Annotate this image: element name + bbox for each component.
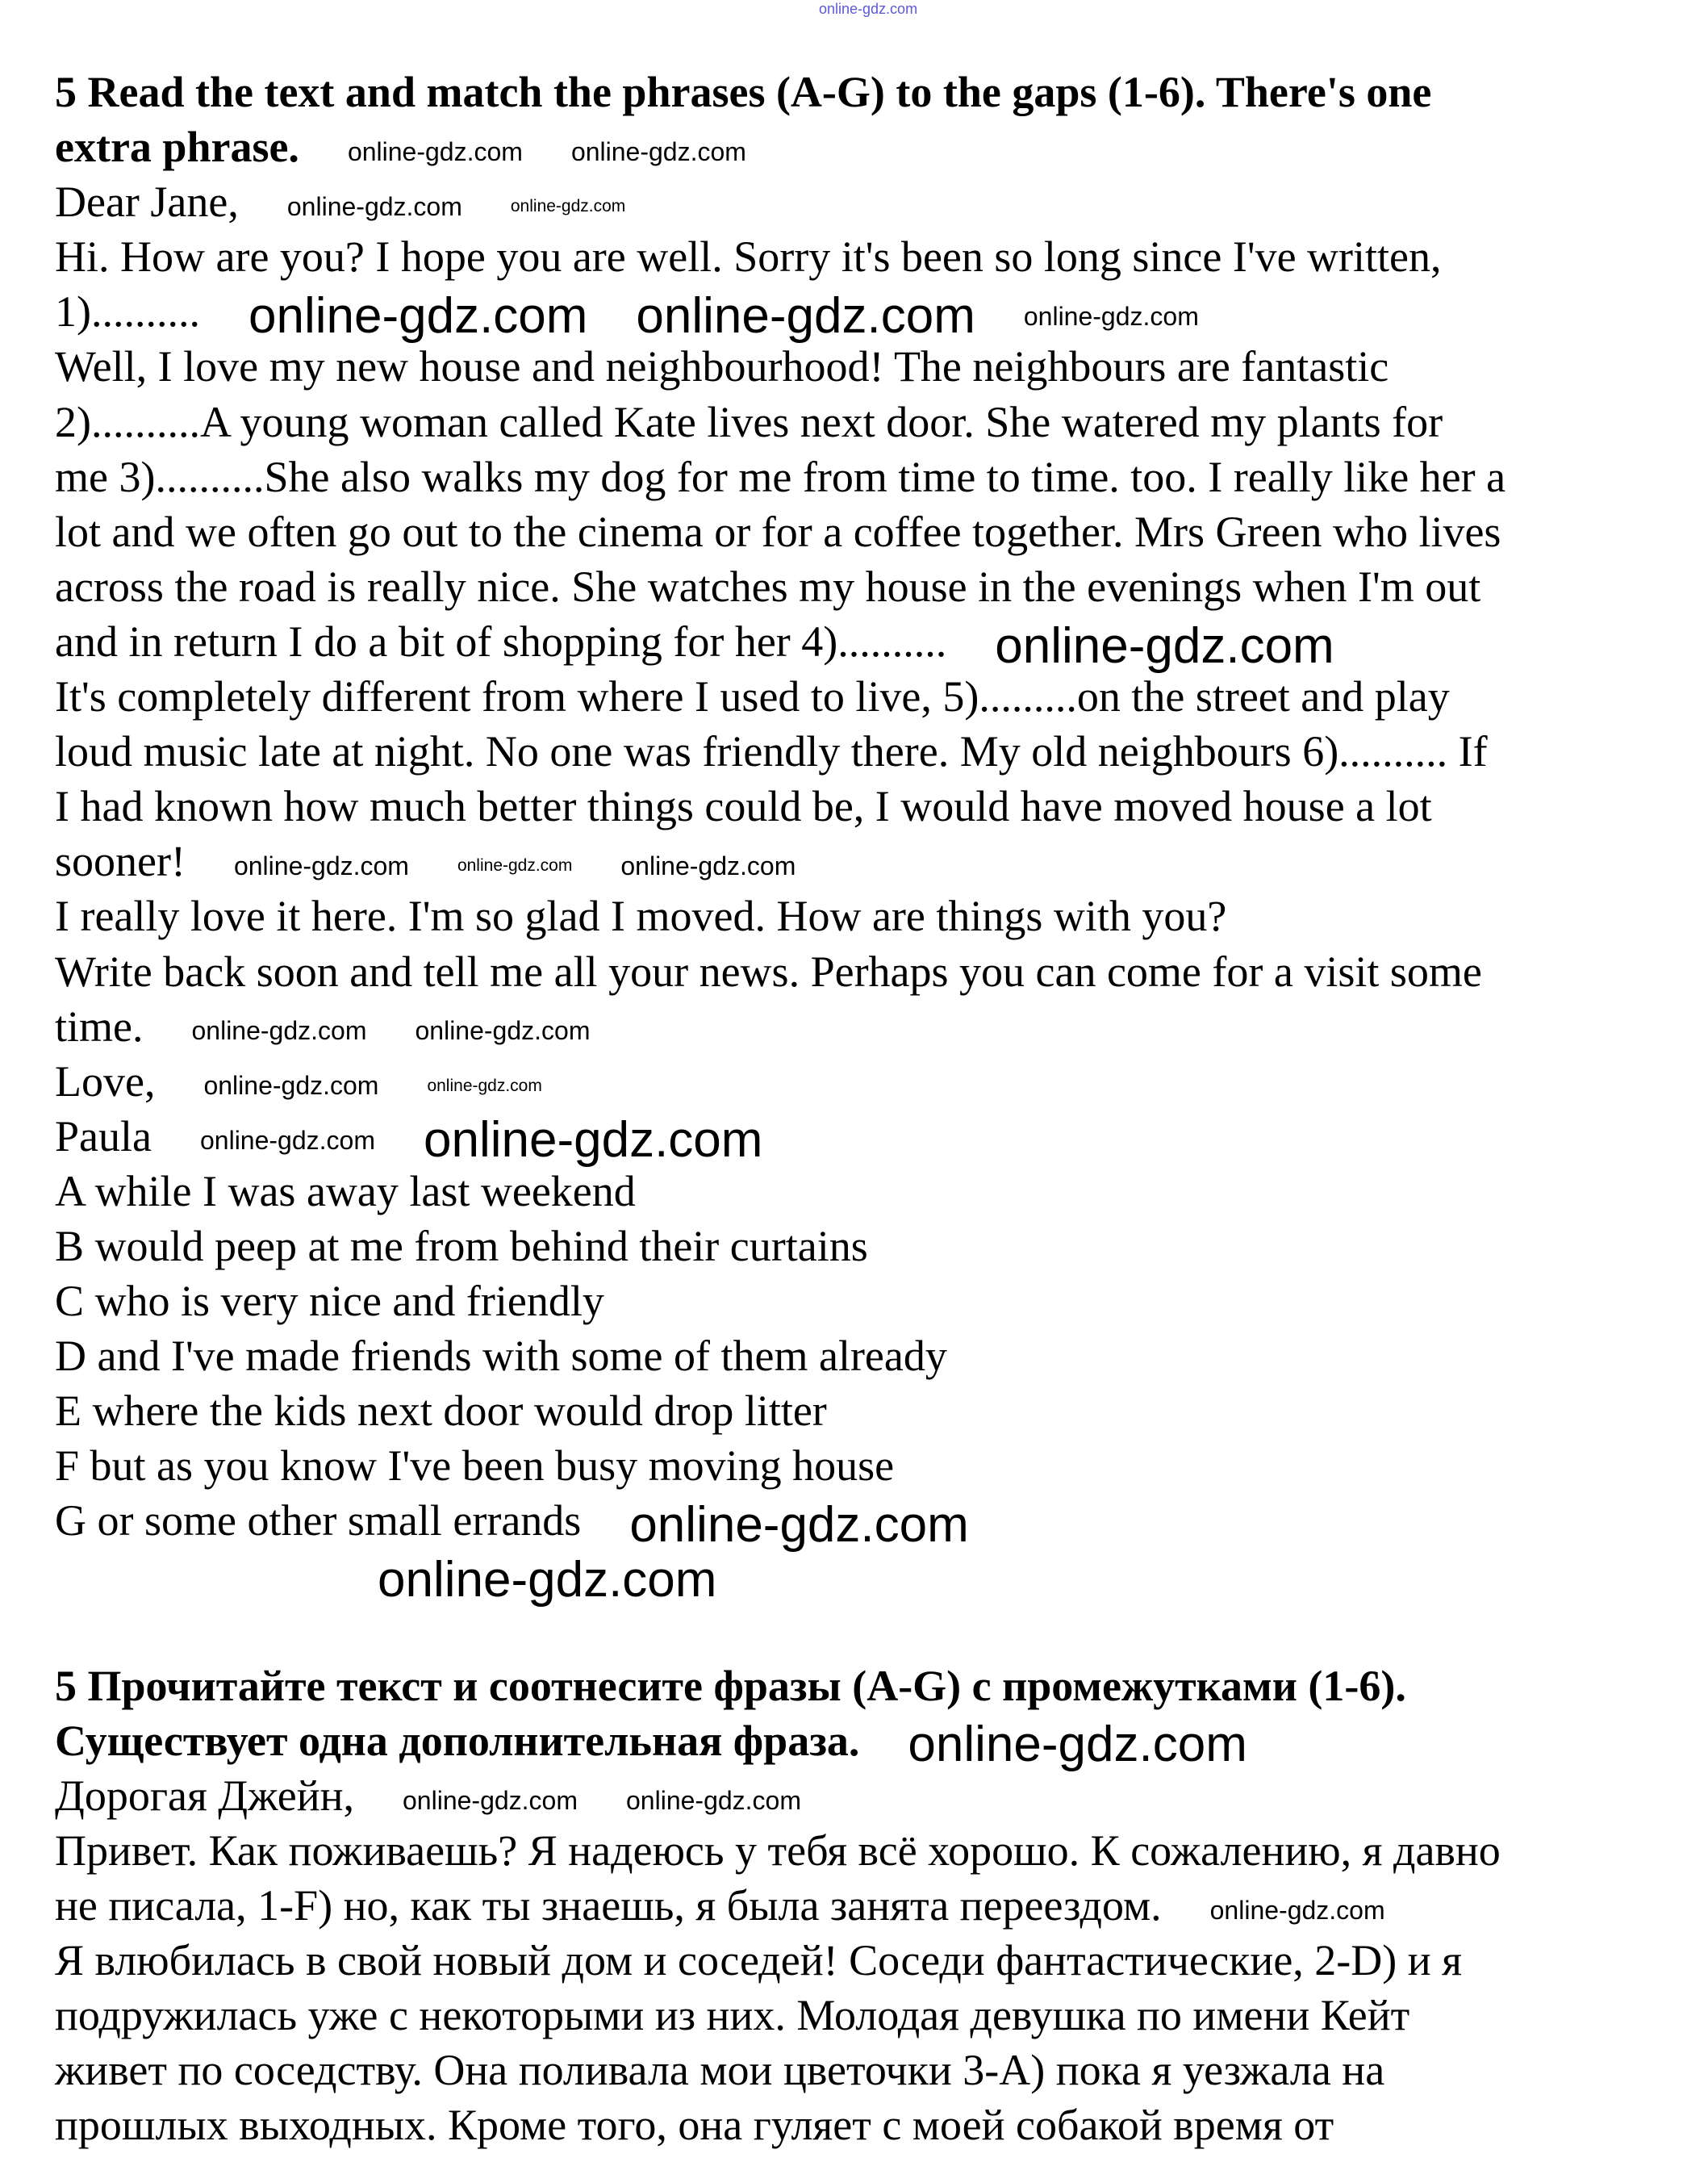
watermark: online-gdz.com: [620, 851, 796, 880]
letter-line: [55, 229, 1505, 284]
letter-line: [55, 174, 1505, 229]
watermark: online-gdz.com: [378, 1552, 717, 1608]
watermark: online-gdz.com: [629, 1497, 969, 1554]
letter-line: [55, 2043, 1505, 2097]
letter-line: [55, 1988, 1505, 2043]
letter-text: Paula: [55, 1111, 152, 1161]
letter-line: [55, 614, 1505, 674]
phrase-text: G or some other small errands: [55, 1496, 582, 1545]
phrase-option: B would peep at me from behind their curtains: [55, 1221, 868, 1270]
watermark: online-gdz.com: [233, 851, 409, 880]
letter-text: It's completely different from where I used to live, 5).........on the street and play: [55, 672, 1450, 721]
exercise-title-ru-line: [55, 1713, 1505, 1773]
title-text: 5 Read the text and match the phrases (A-G) to the gaps (1-6). There's one: [55, 68, 1432, 116]
letter-text: time.: [55, 1002, 144, 1051]
title-text: Существует одна дополнительная фраза.: [55, 1716, 860, 1765]
watermark: online-gdz.com: [457, 856, 573, 876]
watermark: online-gdz.com: [995, 617, 1334, 674]
watermark: online-gdz.com: [1209, 1895, 1385, 1925]
letter-text: Dear Jane,: [55, 178, 239, 227]
letter-en: [55, 174, 1506, 1169]
letter-text: Hi. How are you? I hope you are well. Sorry it's been so long since I've written,: [55, 232, 1442, 282]
letter-text: sooner!: [55, 837, 186, 886]
watermark: online-gdz.com: [908, 1717, 1247, 1773]
watermark: online-gdz.com: [570, 136, 746, 166]
letter-text: 1)..........: [55, 287, 200, 337]
letter-line: [55, 2097, 1505, 2152]
letter-text: Дорогая Джейн,: [55, 1771, 354, 1820]
letter-text: живет по соседству. Она поливала мои цветочки 3-A) пока я уезжала на: [55, 2046, 1385, 2095]
watermark: online-gdz.com: [427, 1076, 542, 1095]
letter-text: Привет. Как поживаешь? Я надеюсь у тебя всё хорошо. К сожалению, я давно: [55, 1826, 1501, 1875]
phrase-option: E where the kids next door would drop litter: [55, 1386, 827, 1436]
spacer: [55, 1549, 1505, 1608]
watermark: online-gdz.com: [423, 1112, 763, 1169]
phrases-list: [55, 1164, 1505, 1554]
exercise-title-ru-line: [55, 1658, 1505, 1713]
letter-ru: [55, 1768, 1505, 2153]
letter-line: [55, 1109, 1505, 1169]
letter-line: [55, 1933, 1505, 1988]
letter-text: не писала, 1-F) но, как ты знаешь, я была занята переездом.: [55, 1881, 1162, 1930]
letter-text: Well, I love my new house and neighbourhood! The neighbours are fantastic: [55, 342, 1389, 391]
letter-line: [55, 1823, 1505, 1878]
letter-text: me 3)..........She also walks my dog for me from time to time. too. I really like her a: [55, 452, 1506, 501]
letter-line: [55, 944, 1505, 999]
watermark: online-gdz.com: [403, 1785, 578, 1815]
letter-line: [55, 450, 1505, 504]
letter-text: Я влюбилась в свой новый дом и соседей! Соседи фантастические, 2-D) и я: [55, 1936, 1462, 1985]
exercise-title-en-line: [55, 119, 1505, 174]
watermark: online-gdz.com: [1023, 301, 1199, 331]
letter-text: loud music late at night. No one was friendly there. My old neighbours 6).......... If: [55, 727, 1488, 776]
letter-line: [55, 504, 1505, 559]
letter-line: [55, 724, 1505, 779]
letter-text: across the road is really nice. She watches my house in the evenings when I'm out: [55, 562, 1481, 611]
letter-line: [55, 1768, 1505, 1823]
letter-text: подружилась уже с некоторыми из них. Молодая девушка по имени Кейт: [55, 1991, 1410, 2040]
title-text: extra phrase.: [55, 123, 299, 172]
letter-line: [55, 559, 1505, 614]
letter-text: прошлых выходных. Кроме того, она гуляет с моей собакой время от: [55, 2101, 1334, 2150]
letter-text: Write back soon and tell me all your news. Perhaps you can come for a visit some: [55, 947, 1482, 996]
letter-line: [55, 1878, 1505, 1933]
letter-text: I had known how much better things could be, I would have moved house a lot: [55, 782, 1432, 831]
letter-text: and in return I do a bit of shopping for her 4)..........: [55, 617, 947, 666]
letter-text: 2)..........A young woman called Kate lives next door. She watered my plants for: [55, 397, 1443, 446]
letter-line: [55, 395, 1505, 450]
letter-text: lot and we often go out to the cinema or for a coffee together. Mrs Green who lives: [55, 507, 1501, 556]
letter-line: [55, 834, 1505, 889]
letter-line: [55, 284, 1505, 344]
watermark: online-gdz.com: [203, 1071, 379, 1101]
letter-line: [55, 889, 1505, 943]
spacer: [55, 1604, 1505, 1658]
watermark: online-gdz.com: [510, 197, 626, 216]
phrase-option: A while I was away last weekend: [55, 1166, 636, 1215]
watermark: online-gdz.com: [286, 191, 462, 221]
phrase-option: C who is very nice and friendly: [55, 1277, 604, 1326]
letter-line: [55, 339, 1505, 394]
phrase-option: F but as you know I've been busy moving house: [55, 1441, 895, 1491]
title-text: 5 Прочитайте текст и соотнесите фразы (A-G) с промежутками (1-6).: [55, 1661, 1406, 1710]
document-page: [55, 65, 1505, 2153]
letter-text: Love,: [55, 1056, 156, 1106]
letter-text: I really love it here. I'm so glad I moved. How are things with you?: [55, 892, 1227, 941]
phrase-option: [55, 1493, 1505, 1554]
watermark: online-gdz.com: [415, 1016, 591, 1046]
watermark: online-gdz.com: [191, 1016, 367, 1046]
watermark: online-gdz.com: [347, 136, 523, 166]
watermark: online-gdz.com: [199, 1126, 375, 1156]
letter-line: [55, 999, 1505, 1054]
letter-line: [55, 1054, 1505, 1109]
phrase-option: D and I've made friends with some of them already: [55, 1332, 947, 1381]
watermark: online-gdz.com: [626, 1785, 801, 1815]
watermark: online-gdz.com: [636, 287, 975, 344]
watermark: online-gdz.com: [248, 287, 588, 344]
letter-line: [55, 669, 1505, 724]
watermark-top: online-gdz.com: [819, 1, 918, 17]
letter-line: [55, 779, 1505, 834]
exercise-title-en-line: [55, 65, 1505, 119]
